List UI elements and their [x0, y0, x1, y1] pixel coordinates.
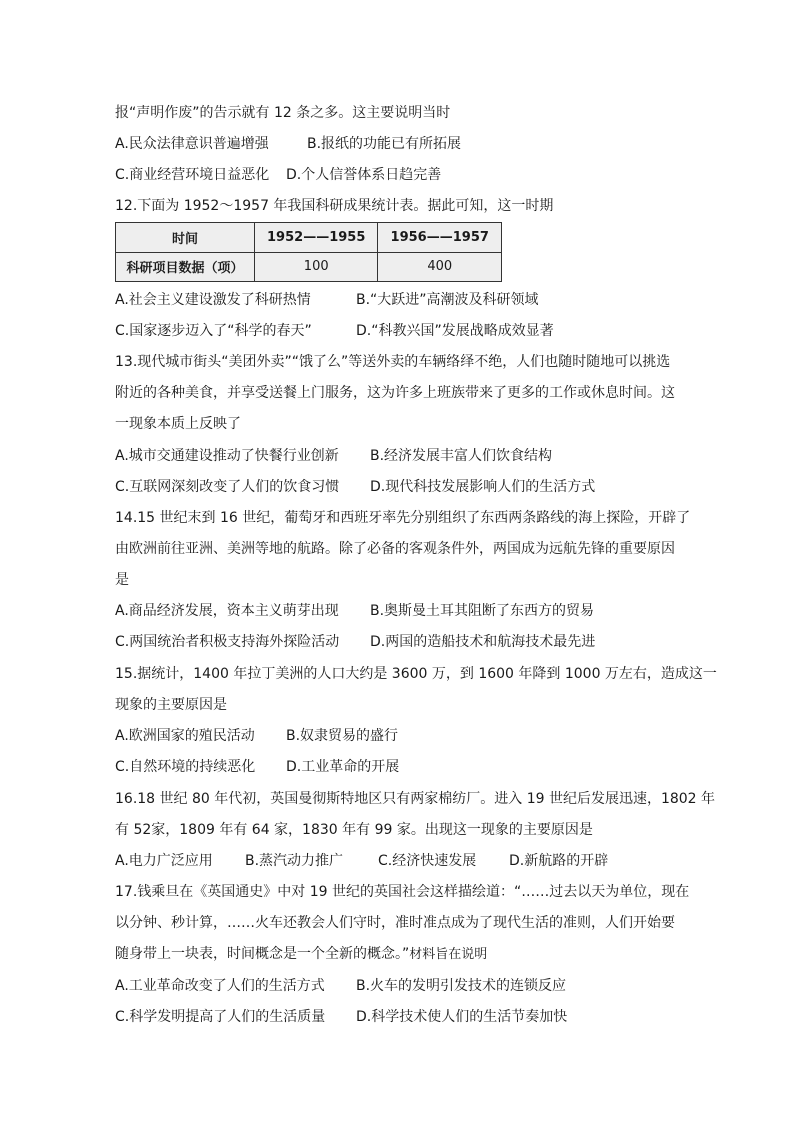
q16-option-a: A.电力广泛应用: [115, 853, 213, 869]
q15-stem-line-1: 15.据统计，1400 年拉丁美洲的人口大约是 3600 万，到 1600 年降到 1000 万左右，造成这一: [115, 666, 717, 682]
q15-option-d: D.工业革命的开展: [286, 759, 400, 775]
q15-option-a: A.欧洲国家的殖民活动: [115, 728, 255, 744]
q15-option-c: C.自然环境的持续恶化: [115, 759, 256, 775]
q17-option-d: D.科学技术使人们的生活节奏加快: [356, 1009, 568, 1025]
q15-option-b: B.奴隶贸易的盛行: [286, 728, 399, 744]
q13-option-d: D.现代科技发展影响人们的生活方式: [370, 479, 596, 495]
q14-stem-line-3: 是: [115, 572, 129, 588]
q16-option-d: D.新航路的开辟: [509, 853, 609, 869]
q11-option-d: D.个人信誉体系日趋完善: [286, 167, 442, 183]
q13-stem-line-3: 一现象本质上反映了: [115, 416, 241, 432]
q12-option-a: A.社会主义建设激发了科研热情: [115, 292, 311, 308]
q12-option-c: C.国家逐步迈入了“科学的春天”: [115, 323, 312, 339]
q16-stem-line-1: 16.18 世纪 80 年代初，英国曼彻斯特地区只有两家棉纺厂。进入 19 世纪后发展迅速，1802 年: [115, 791, 716, 807]
table-row-label: 科研项目数据（项）: [116, 252, 255, 282]
table-header-cell: 时间: [116, 223, 255, 253]
q13-option-a: A.城市交通建设推动了快餐行业创新: [115, 448, 339, 464]
q17-stem-line-3-tail: 材料旨在说明: [409, 947, 488, 962]
q15-stem-line-2: 现象的主要原因是: [115, 697, 227, 713]
table-header-cell: 1952——1955: [254, 223, 378, 253]
q17-stem-line-3-main: 随身带上一块表，时间概念是一个全新的概念。”: [115, 946, 410, 962]
q12-option-d: D.“科教兴国”发展战略成效显著: [356, 323, 554, 339]
q13-stem-line-2: 附近的各种美食，并享受送餐上门服务，这为许多上班族带来了更多的工作或休息时间。这: [115, 385, 675, 401]
table-row: [116, 252, 502, 282]
q11-stem-tail: 报“声明作废”的告示就有 12 条之多。这主要说明当时: [115, 105, 451, 121]
q14-option-b: B.奥斯曼土耳其阻断了东西方的贸易: [370, 603, 595, 619]
q16-stem-line-2: 有 52家，1809 年有 64 家，1830 年有 99 家。出现这一现象的主要原因是: [115, 822, 593, 838]
q17-option-a: A.工业革命改变了人们的生活方式: [115, 978, 325, 994]
q17-stem-line-1: 17.钱乘旦在《英国通史》中对 19 世纪的英国社会这样描绘道：“……过去以天为单位，现在: [115, 884, 690, 900]
q17-stem-line-3: [115, 944, 684, 965]
q11-option-a: A.民众法律意识普遍增强: [115, 136, 269, 152]
research-stats-table: [115, 222, 502, 282]
q16-option-c: C.经济快速发展: [378, 853, 477, 869]
q17-stem-line-2: 以分钟、秒计算，……火车还教会人们守时，准时准点成为了现代生活的准则，人们开始要: [115, 915, 675, 931]
q12-stem: 12.下面为 1952～1957 年我国科研成果统计表。据此可知，这一时期: [115, 198, 554, 214]
q17-option-b: B.火车的发明引发技术的连锁反应: [356, 978, 567, 994]
table-header-cell: 1956——1957: [378, 223, 502, 253]
q13-option-c: C.互联网深刻改变了人们的饮食习惯: [115, 479, 340, 495]
q11-option-b: B.报纸的功能已有所拓展: [307, 136, 462, 152]
table-header-row: [116, 223, 502, 253]
q12-option-b: B.“大跃进”高潮波及科研领域: [356, 292, 539, 308]
q14-option-a: A.商品经济发展，资本主义萌芽出现: [115, 603, 339, 619]
q14-stem-line-2: 由欧洲前往亚洲、美洲等地的航路。除了必备的客观条件外，两国成为远航先锋的重要原因: [115, 541, 675, 557]
q13-stem-line-1: 13.现代城市街头“美团外卖”“饿了么”等送外卖的车辆络绎不绝，人们也随时随地可以挑选: [115, 354, 671, 370]
q14-stem-line-1: 14.15 世纪末到 16 世纪，葡萄牙和西班牙率先分别组织了东西两条路线的海上探险，开辟了: [115, 510, 691, 526]
q11-option-c: C.商业经营环境日益恶化: [115, 167, 270, 183]
q16-option-b: B.蒸汽动力推广: [245, 853, 344, 869]
q14-option-c: C.两国统治者积极支持海外探险活动: [115, 634, 340, 650]
q14-option-d: D.两国的造船技术和航海技术最先进: [370, 634, 596, 650]
q17-option-c: C.科学发明提高了人们的生活质量: [115, 1009, 326, 1025]
table-cell: 100: [254, 252, 378, 282]
table-cell: 400: [378, 252, 502, 282]
q13-option-b: B.经济发展丰富人们饮食结构: [370, 448, 553, 464]
